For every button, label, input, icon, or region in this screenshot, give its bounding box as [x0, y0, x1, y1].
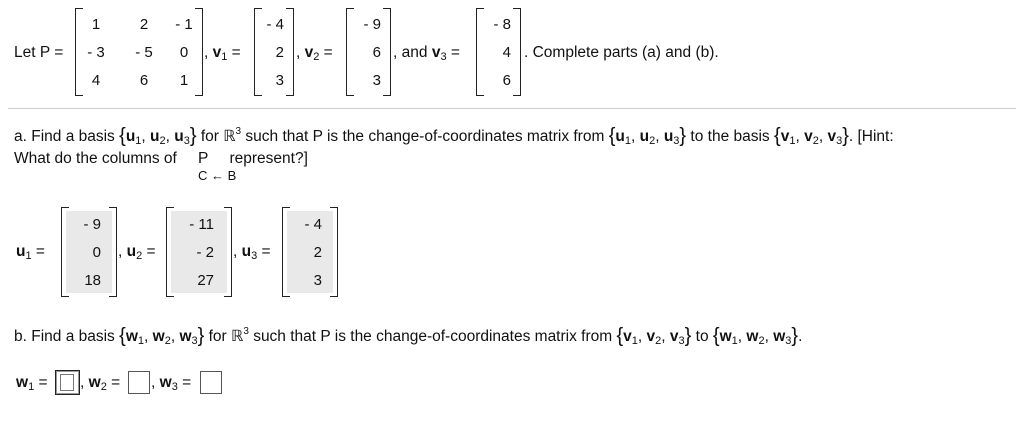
matrix-cell: - 5	[135, 44, 153, 61]
v1-label: , $v_1$ =	[204, 44, 241, 63]
matrix-cell: - 1	[175, 16, 193, 33]
w3-answer-box[interactable]	[200, 371, 222, 394]
vector-u3	[282, 207, 338, 297]
matrix-cell: 0	[179, 44, 189, 61]
vector-cell: - 8	[493, 16, 511, 33]
matrix-p	[75, 8, 203, 96]
matrix-cell: 6	[139, 72, 149, 89]
w2-label: , $w_2$ =	[80, 374, 121, 393]
answer-cell: 3	[313, 272, 322, 289]
answer-cell: - 9	[83, 216, 101, 233]
vector-cell: 2	[275, 44, 284, 61]
divider	[8, 108, 1016, 109]
vector-cell: 4	[502, 44, 511, 61]
vector-cell: 3	[275, 72, 284, 89]
v2-label: , $v_2$ =	[296, 44, 333, 63]
u3-label: , $u_3$ =	[233, 243, 271, 262]
u1-label: $u_1$ =	[16, 243, 45, 262]
w1-answer-box[interactable]	[55, 370, 80, 395]
answer-cell: 0	[92, 244, 101, 261]
part-b-question: b. Find a basis {$w_1$, $w_2$, $w_3$} for ℝ$^3$ such that P is the change-of-coordinates matrix from {$v_1$, $v_2$, $v_3$} to {$w_1$, $w_2$, $w_3$}.	[14, 325, 803, 347]
part-a-question-line2: What do the columns of P represent?]	[14, 150, 308, 167]
let-p-label: Let P =	[14, 44, 64, 61]
answer-cell: - 4	[304, 216, 322, 233]
matrix-cell: 2	[139, 16, 149, 33]
vector-cell: - 9	[363, 16, 381, 33]
answer-cell: - 11	[189, 216, 214, 233]
matrix-cell: - 3	[87, 44, 105, 61]
vector-cell: - 4	[266, 16, 284, 33]
w2-answer-box[interactable]	[128, 371, 150, 394]
answer-cell: 27	[197, 272, 214, 289]
complete-parts-text: . Complete parts (a) and (b).	[524, 44, 719, 61]
vector-cell: 3	[372, 72, 381, 89]
answer-cell: - 2	[196, 244, 214, 261]
vector-u2	[166, 207, 232, 297]
vector-cell: 6	[502, 72, 511, 89]
answer-cell: 2	[313, 244, 322, 261]
answer-cell: 18	[84, 272, 101, 289]
vector-u1	[61, 207, 117, 297]
w1-label: $w_1$ =	[16, 374, 48, 393]
vector-v2	[346, 8, 391, 96]
and-v3-label: , and $v_3$ =	[393, 44, 460, 63]
matrix-cell: 1	[91, 16, 101, 33]
p-subscript: C ← B	[198, 168, 237, 183]
part-a-question-line1: a. Find a basis {$u_1$, $u_2$, $u_3$} for ℝ$^3$ such that P is the change-of-coordinates matrix from {$u_1$, $u_2$, $u_3$} to the basis {$v_1$, $v_2$, $v_3$}. [Hint:	[14, 125, 894, 147]
vector-cell: 6	[372, 44, 381, 61]
vector-v3	[476, 8, 521, 96]
matrix-cell: 1	[179, 72, 189, 89]
vector-v1	[254, 8, 294, 96]
u2-label: , $u_2$ =	[118, 243, 156, 262]
w3-label: , $w_3$ =	[151, 374, 192, 393]
matrix-cell: 4	[91, 72, 101, 89]
